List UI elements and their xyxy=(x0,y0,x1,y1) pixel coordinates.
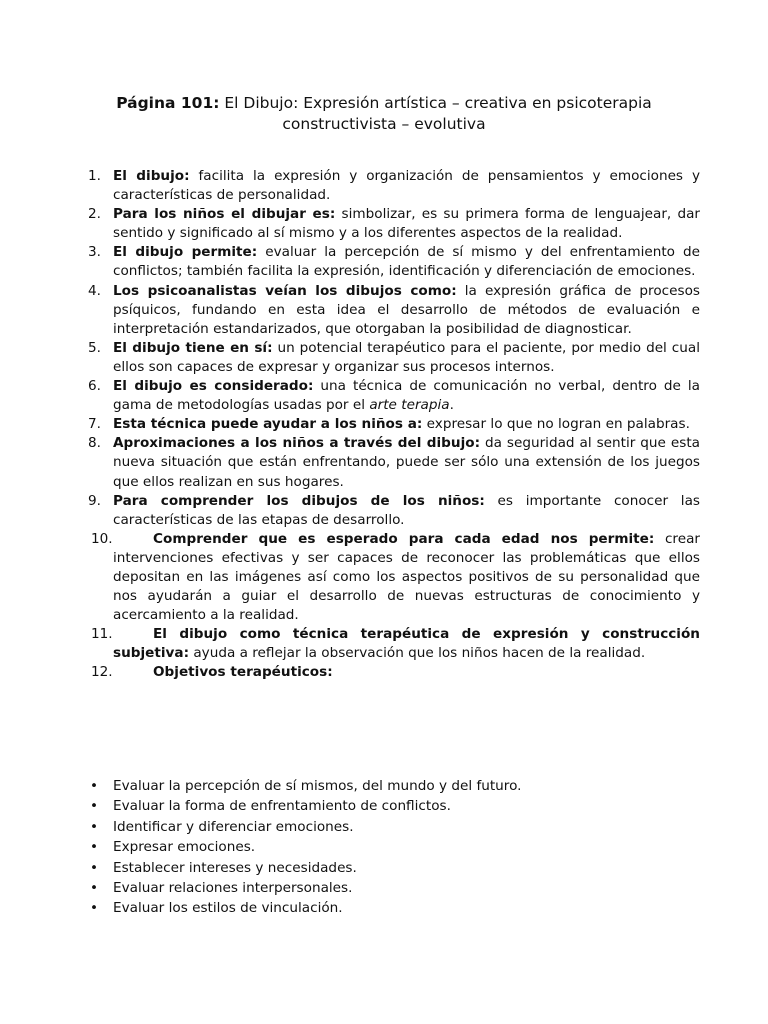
item-tail: . xyxy=(449,397,454,414)
list-item xyxy=(85,434,700,491)
bullet-icon: • xyxy=(90,778,99,794)
list-item xyxy=(85,339,700,377)
item-text: simbolizar, es su primera forma de lenguajear, dar sentido y significado al sí mismo y a los diferentes aspectos de la realidad. xyxy=(113,206,700,242)
item-text: la expresión gráfica de procesos psíquicos, fundando en esta idea el desarrollo de métodos de evaluación e interpretación estandarizados, que otorgaban la posibilidad de diagnosticar. xyxy=(113,282,700,337)
item-lead: Para comprender los dibujos de los niños: xyxy=(113,492,485,509)
item-text: facilita la expresión y organización de pensamientos y emociones y características de personalidad. xyxy=(113,168,700,204)
item-text: evaluar la percepción de sí mismo y del enfrentamiento de conflictos; también facilita la expresión, identificación y diferenciación de emociones. xyxy=(113,244,700,280)
item-number: 4. xyxy=(88,282,101,299)
bullet-text: Expresar emociones. xyxy=(113,839,256,856)
list-item xyxy=(85,663,700,682)
item-text: una técnica de comunicación no verbal, dentro de la gama de metodologías usadas por el xyxy=(113,378,700,414)
item-number: 5. xyxy=(88,339,101,356)
item-number: 1. xyxy=(88,168,101,184)
bullet-text: Evaluar la forma de enfrentamiento de conflictos. xyxy=(113,798,451,815)
bullet-item xyxy=(85,878,700,898)
bullet-item xyxy=(85,858,700,878)
bullet-icon: • xyxy=(90,859,99,876)
item-number: 6. xyxy=(88,378,101,395)
list-item xyxy=(85,625,700,663)
title-lead: Página 101: xyxy=(116,94,220,112)
item-lead: Los psicoanalistas veían los dibujos como: xyxy=(113,282,457,299)
item-lead: El dibujo: xyxy=(113,168,190,184)
list-item xyxy=(85,205,700,243)
list-item xyxy=(85,530,700,625)
item-lead: El dibujo como técnica terapéutica de expresión y construcción subjetiva: xyxy=(113,626,700,662)
bullet-text: Evaluar los estilos de vinculación. xyxy=(113,900,343,917)
item-text: crear intervenciones efectivas y ser capaces de reconocer las problemáticas que ellos depositan en las imágenes así como los aspectos positivos de su personalidad que nos ayudarán a guiar el desarrollo de nuevas estructuras de conocimiento y acercamiento a la realidad. xyxy=(113,530,701,624)
item-number: 12. xyxy=(91,664,113,681)
bullet-icon: • xyxy=(90,818,99,835)
bullet-item xyxy=(85,817,700,837)
bullet-icon: • xyxy=(90,900,99,917)
item-number: 11. xyxy=(91,626,113,643)
numbered-list xyxy=(85,167,700,683)
title-rest: El Dibujo: Expresión artística – creativa en psicoterapia constructivista – evolutiva xyxy=(219,94,652,133)
item-number: 9. xyxy=(88,492,101,509)
item-text: es importante conocer las características de las etapas de desarrollo. xyxy=(113,492,700,528)
item-lead: Para los niños el dibujar es: xyxy=(113,206,336,223)
bullet-text: Establecer intereses y necesidades. xyxy=(113,859,357,876)
item-text: expresar lo que no logran en palabras. xyxy=(422,416,690,433)
bullet-item xyxy=(85,898,700,918)
bullet-item xyxy=(85,776,700,796)
list-item xyxy=(85,243,700,281)
list-item xyxy=(85,415,700,434)
item-text: da seguridad al sentir que esta nueva situación que están enfrentando, puede ser sólo una extensión de los juegos que ellos realizan en sus hogares. xyxy=(113,435,700,490)
bullet-text: Identificar y diferenciar emociones. xyxy=(113,818,354,835)
list-item xyxy=(85,377,700,415)
list-item xyxy=(85,167,700,205)
item-lead: Esta técnica puede ayudar a los niños a: xyxy=(113,416,423,433)
list-item xyxy=(85,282,700,339)
bullet-item xyxy=(85,837,700,857)
item-number: 10. xyxy=(91,530,113,547)
item-number: 7. xyxy=(88,416,101,433)
item-lead: El dibujo es considerado: xyxy=(113,378,314,395)
item-lead: El dibujo tiene en sí: xyxy=(113,339,273,356)
item-lead: Comprender que es esperado para cada edad nos permite: xyxy=(153,530,655,547)
item-number: 8. xyxy=(88,435,101,452)
list-item xyxy=(85,492,700,530)
item-lead: Aproximaciones a los niños a través del dibujo: xyxy=(113,435,481,452)
bullet-text: Evaluar relaciones interpersonales. xyxy=(113,880,353,897)
item-italic: arte terapia xyxy=(369,397,450,414)
item-number: 2. xyxy=(88,206,101,223)
bullet-text: Evaluar la percepción de sí mismos, del mundo y del futuro. xyxy=(113,778,522,794)
item-text: ayuda a reflejar la observación que los niños hacen de la realidad. xyxy=(189,645,646,662)
item-lead: Objetivos terapéuticos: xyxy=(153,664,333,681)
item-lead: El dibujo permite: xyxy=(113,244,258,261)
bullet-icon: • xyxy=(90,839,99,856)
page-title xyxy=(60,93,708,135)
item-number: 3. xyxy=(88,244,101,261)
bullet-list xyxy=(85,776,700,919)
bullet-icon: • xyxy=(90,798,99,815)
bullet-icon: • xyxy=(90,880,99,897)
item-text: un potencial terapéutico para el paciente, por medio del cual ellos son capaces de expresar y organizar sus procesos internos. xyxy=(113,339,700,375)
bullet-item xyxy=(85,796,700,816)
